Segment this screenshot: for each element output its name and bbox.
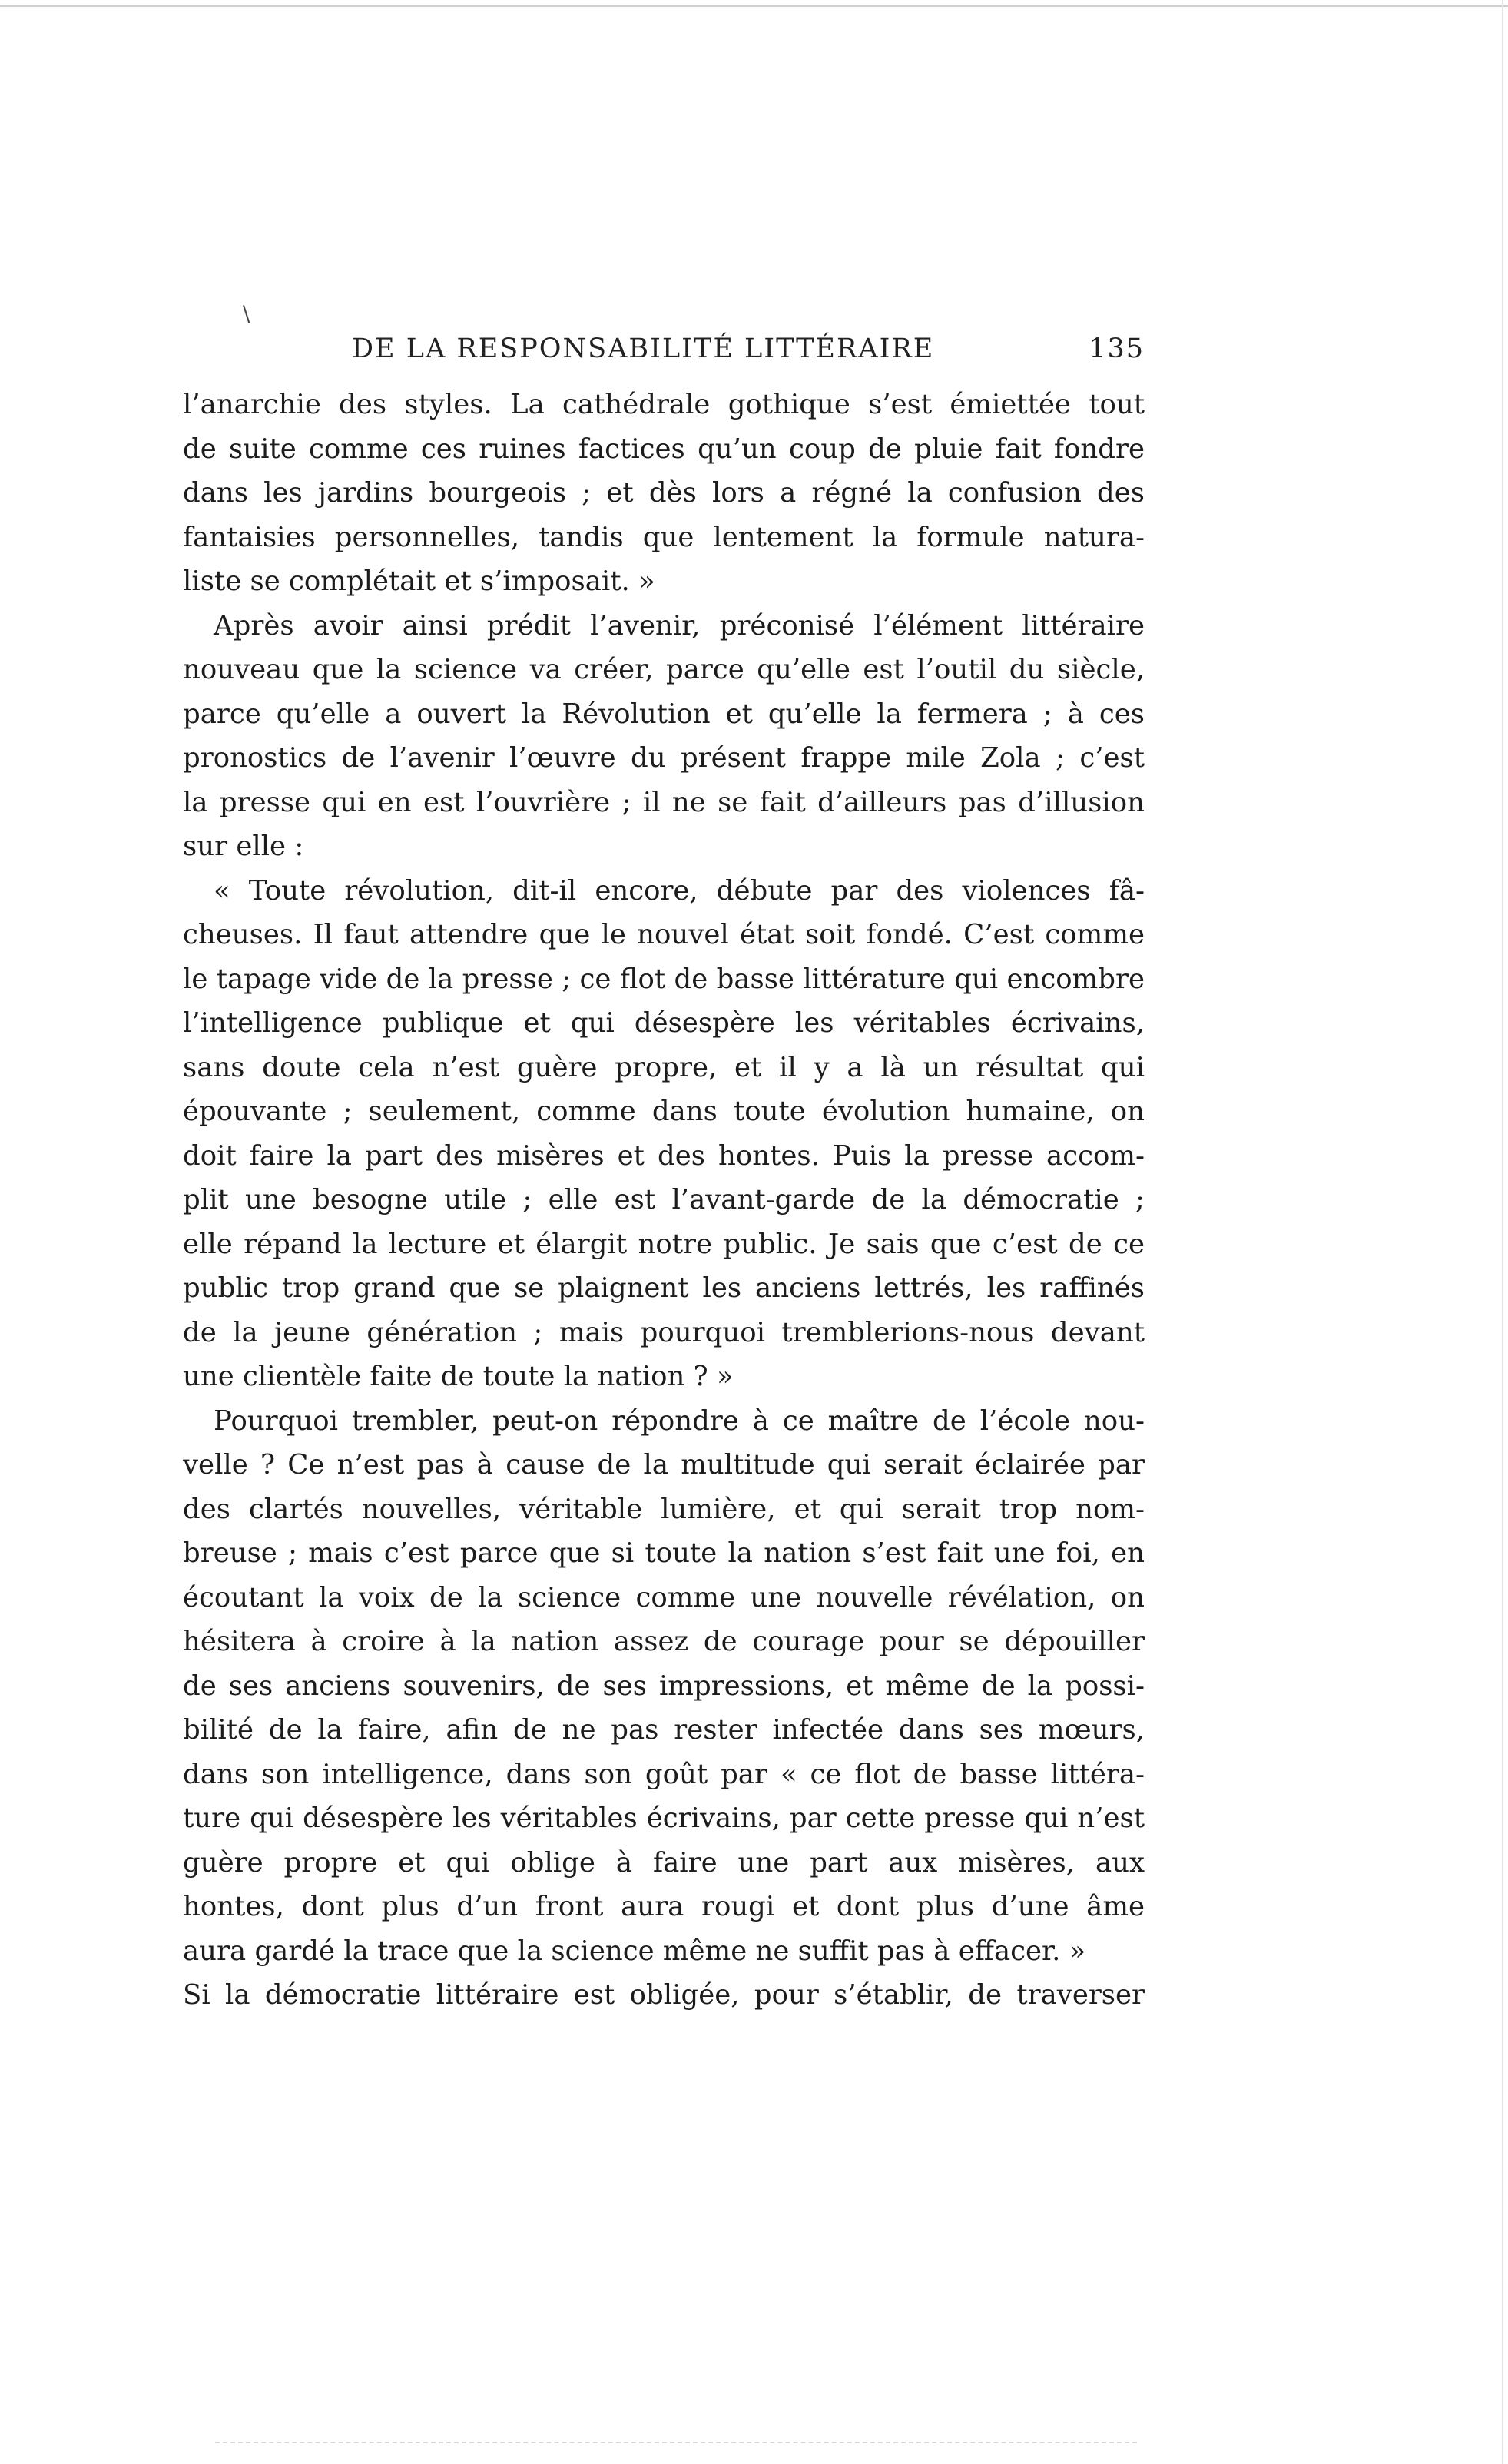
text-line: guère propre et qui oblige à faire une part aux misères, aux — [183, 1846, 1145, 1879]
text-line: cheuses. Il faut attendre que le nouvel état soit fondé. C’est comme — [183, 919, 1145, 950]
text-line: Après avoir ainsi prédit l’avenir, préconisé l’élément littéraire — [214, 609, 1145, 642]
text-line: épouvante ; seulement, comme dans toute évolution humaine, on — [183, 1096, 1145, 1127]
text-line: parce qu’elle a ouvert la Révolution et qu’elle la fermera ; à ces — [183, 698, 1145, 730]
text-line: le tapage vide de la presse ; ce flot de basse littérature qui encombre — [183, 963, 1145, 995]
text-line: sans doute cela n’est guère propre, et il y a là un résultat qui — [183, 1051, 1145, 1083]
text-line: Si la démocratie littéraire est obligée, pour s’établir, de traverser — [183, 1979, 1145, 2011]
running-header — [352, 333, 1145, 376]
text-line: de suite comme ces ruines factices qu’un coup de pluie fait fondre — [183, 433, 1145, 465]
text-line: hontes, dont plus d’un front aura rougi et dont plus d’une âme — [183, 1891, 1145, 1922]
corner-mark: \ — [243, 301, 250, 327]
text-line: velle ? Ce n’est pas à cause de la multitude qui serait éclairée par — [183, 1449, 1145, 1481]
text-line: dans les jardins bourgeois ; et dès lors a régné la confusion des — [183, 477, 1145, 509]
text-line: breuse ; mais c’est parce que si toute la nation s’est fait une foi, en — [183, 1537, 1145, 1569]
text-line: fantaisies personnelles, tandis que lentement la formule natura- — [183, 521, 1145, 553]
text-line: de ses anciens souvenirs, de ses impressions, et même de la possi- — [183, 1670, 1145, 1702]
text-line: elle répand la lecture et élargit notre public. Je sais que c’est de ce — [183, 1228, 1145, 1260]
bottom-edge-marks — [215, 2442, 1137, 2443]
text-line: la presse qui en est l’ouvrière ; il ne se fait d’ailleurs pas d’illusion — [183, 786, 1145, 818]
text-line: l’intelligence publique et qui désespère les véritables écrivains, — [183, 1007, 1145, 1039]
page-edge — [1502, 0, 1503, 2464]
top-edge-rule — [0, 5, 1508, 7]
text-line: une clientèle faite de toute la nation ? » — [183, 1361, 734, 1392]
text-line: « Toute révolution, dit-il encore, débute par des violences fâ- — [214, 874, 1145, 907]
text-line: doit faire la part des misères et des hontes. Puis la presse accom- — [183, 1139, 1145, 1172]
text-line: dans son intelligence, dans son goût par « ce flot de basse littéra- — [183, 1758, 1145, 1790]
text-line: hésitera à croire à la nation assez de courage pour se dépouiller — [183, 1626, 1145, 1657]
text-line: plit une besogne utile ; elle est l’avant-garde de la démocratie ; — [183, 1184, 1145, 1215]
text-line: Pourquoi trembler, peut-on répondre à ce maître de l’école nou- — [214, 1404, 1145, 1437]
text-line: écoutant la voix de la science comme une nouvelle révélation, on — [183, 1581, 1145, 1613]
text-line: aura gardé la trace que la science même ne suffit pas à effacer. » — [183, 1935, 1086, 1967]
text-line: liste se complétait et s’imposait. » — [183, 565, 655, 597]
text-line: sur elle : — [183, 831, 304, 862]
text-line: public trop grand que se plaignent les anciens lettrés, les raffinés — [183, 1272, 1145, 1304]
text-line: pronostics de l’avenir l’œuvre du présent frappe mile Zola ; c’est — [183, 742, 1145, 774]
text-line: nouveau que la science va créer, parce qu’elle est l’outil du siècle, — [183, 654, 1145, 685]
body-text — [183, 383, 1145, 2018]
text-line: de la jeune génération ; mais pourquoi tremblerions-nous devant — [183, 1316, 1145, 1348]
text-line: bilité de la faire, afin de ne pas rester infectée dans ses mœurs, — [183, 1714, 1145, 1746]
page-number: 135 — [1089, 333, 1145, 364]
text-line: des clartés nouvelles, véritable lumière, et qui serait trop nom- — [183, 1493, 1145, 1525]
text-line: l’anarchie des styles. La cathédrale gothique s’est émiettée tout — [183, 389, 1145, 420]
text-line: ture qui désespère les véritables écrivains, par cette presse qui n’est — [183, 1802, 1145, 1834]
running-title: DE LA RESPONSABILITÉ LITTÉRAIRE — [352, 333, 935, 364]
